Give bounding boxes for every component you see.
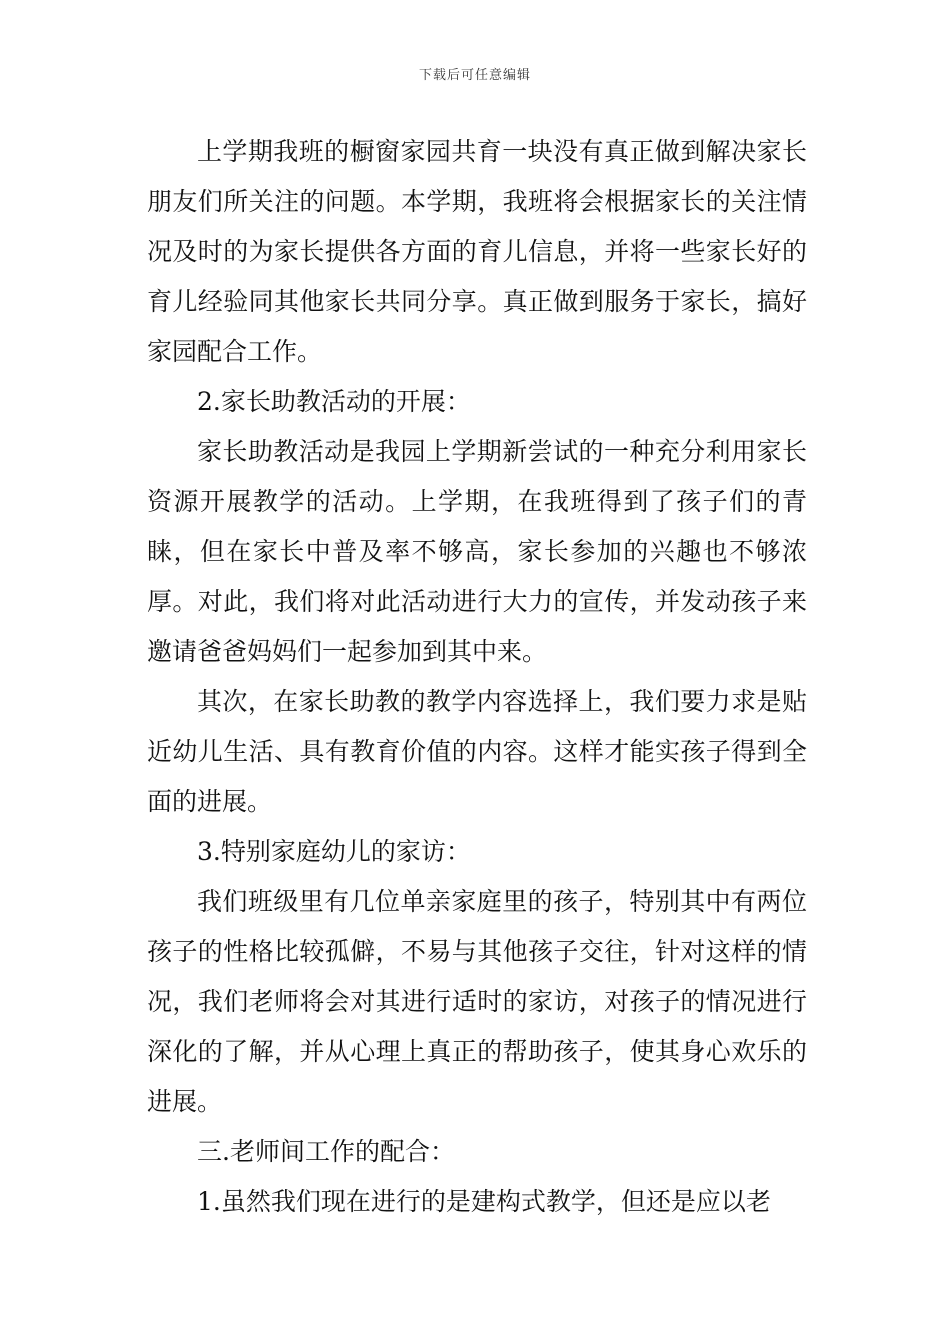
paragraph-single-parent-visits: 我们班级里有几位单亲家庭里的孩子，特别其中有两位孩子的性格比较孤僻，不易与其他孩子交往，针对这样的情况，我们老师将会对其进行适时的家访，对孩子的情况进行深化的了解，并从心理上真正的帮助孩子，使其身心欢乐的进展。 xyxy=(147,887,807,1116)
paragraph-parent-assistant-activity: 家长助教活动是我园上学期新尝试的一种充分利用家长资源开展教学的活动。上学期，在我班得到了孩子们的青睐，但在家长中普及率不够高，家长参加的兴趣也不够浓厚。对此，我们将对此活动进行大力的宣传，并发动孩子来邀请爸爸妈妈们一起参加到其中来。 xyxy=(147,437,807,666)
page-header-note: 下载后可任意编辑 xyxy=(418,68,531,83)
heading-special-family-visits: 3.特别家庭幼儿的家访： xyxy=(197,837,471,866)
document-body xyxy=(147,127,807,1227)
paragraph-teaching-content-selection: 其次，在家长助教的教学内容选择上，我们要力求是贴近幼儿生活、具有教育价值的内容。这样才能实孩子得到全面的进展。 xyxy=(147,687,807,816)
heading-parent-assistant-teaching: 2.家长助教活动的开展： xyxy=(197,387,471,416)
heading-teacher-cooperation: 三.老师间工作的配合： xyxy=(197,1137,455,1166)
paragraph-constructive-teaching: 1.虽然我们现在进行的是建构式教学，但还是应以老 xyxy=(197,1187,771,1216)
paragraph-window-coeducation: 上学期我班的橱窗家园共育一块没有真正做到解决家长朋友们所关注的问题。本学期，我班将会根据家长的关注情况及时的为家长提供各方面的育儿信息，并将一些家长好的育儿经验同其他家长共同分享。真正做到服务于家长，搞好家园配合工作。 xyxy=(147,137,807,366)
